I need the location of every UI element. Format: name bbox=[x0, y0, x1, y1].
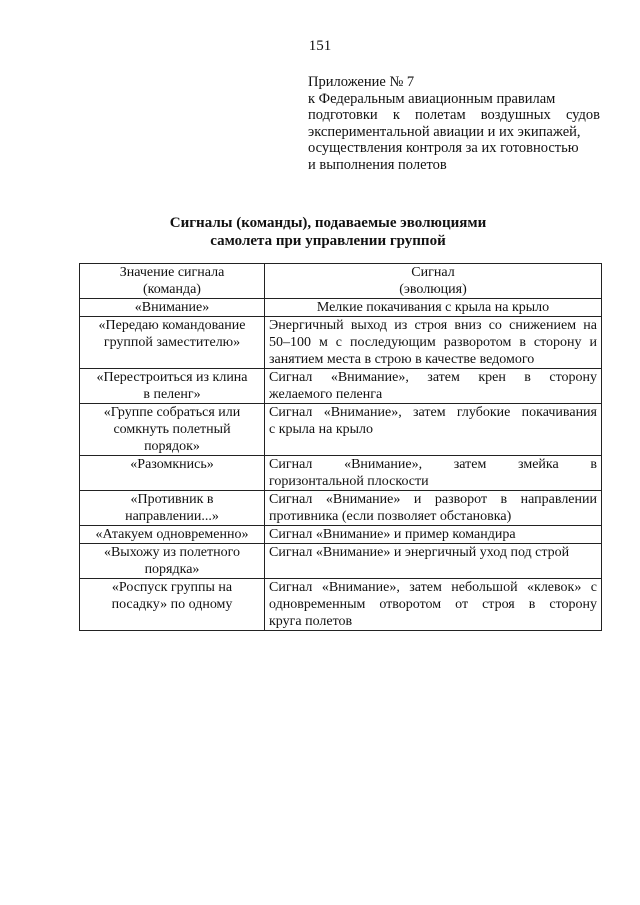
table-row bbox=[80, 404, 602, 456]
table-row bbox=[80, 456, 602, 491]
signal-cell: Сигнал «Внимание», затем небольшой «клевок» с одновременным отворотом от строя в сторону круга полетов bbox=[265, 579, 602, 631]
signal-cell: Энергичный выход из строя вниз со снижением на 50–100 м с последующим разворотом в сторону и занятием места в строю в качестве ведомого bbox=[265, 317, 602, 369]
signal-cell: Сигнал «Внимание» и пример командира bbox=[265, 526, 602, 544]
document-title-line: Сигналы (команды), подаваемые эволюциями bbox=[169, 215, 487, 231]
appendix-line: осуществления контроля за их готовностью bbox=[308, 140, 579, 157]
table-row bbox=[80, 369, 602, 404]
document-title bbox=[0, 215, 640, 250]
meaning-cell: «Атакуем одновременно» bbox=[80, 526, 265, 544]
appendix-title: Приложение № 7 bbox=[308, 74, 415, 90]
meaning-cell: «Разомкнись» bbox=[80, 456, 265, 491]
signal-cell: Сигнал «Внимание», затем змейка в горизонтальной плоскости bbox=[265, 456, 602, 491]
appendix-line: экспериментальной авиации и их экипажей, bbox=[308, 123, 581, 140]
page-number: 151 bbox=[308, 38, 332, 54]
header-signal: Сигнал (эволюция) bbox=[265, 264, 602, 299]
signal-cell: Мелкие покачивания с крыла на крыло bbox=[265, 299, 602, 317]
signal-cell: Сигнал «Внимание» и энергичный уход под строй bbox=[265, 544, 602, 579]
meaning-cell: «Выхожу из полетного порядка» bbox=[80, 544, 265, 579]
document-title-line: самолета при управлении группой bbox=[210, 232, 446, 249]
meaning-cell: «Перестроиться из клина в пеленг» bbox=[80, 369, 265, 404]
header-meaning: Значение сигнала (команда) bbox=[80, 264, 265, 299]
signals-table bbox=[79, 263, 602, 631]
appendix-line: к Федеральным авиационным правилам bbox=[308, 90, 556, 107]
table-header-row bbox=[80, 264, 602, 299]
meaning-cell: «Внимание» bbox=[80, 299, 265, 317]
appendix-line: и выполнения полетов bbox=[308, 156, 447, 173]
appendix-line: подготовки к полетам воздушных судов bbox=[308, 107, 600, 124]
meaning-cell: «Группе собраться или сомкнуть полетный порядок» bbox=[80, 404, 265, 456]
signal-cell: Сигнал «Внимание» и разворот в направлении противника (если позволяет обстановка) bbox=[265, 491, 602, 526]
meaning-cell: «Роспуск группы на посадку» по одному bbox=[80, 579, 265, 631]
signal-cell: Сигнал «Внимание», затем крен в сторону желаемого пеленга bbox=[265, 369, 602, 404]
table-row bbox=[80, 299, 602, 317]
table-row bbox=[80, 491, 602, 526]
meaning-cell: «Передаю командование группой заместителю» bbox=[80, 317, 265, 369]
table-row bbox=[80, 317, 602, 369]
appendix-header bbox=[308, 74, 600, 174]
signal-cell: Сигнал «Внимание», затем глубокие покачивания с крыла на крыло bbox=[265, 404, 602, 456]
table-row bbox=[80, 544, 602, 579]
table-row bbox=[80, 579, 602, 631]
table-row bbox=[80, 526, 602, 544]
meaning-cell: «Противник в направлении...» bbox=[80, 491, 265, 526]
